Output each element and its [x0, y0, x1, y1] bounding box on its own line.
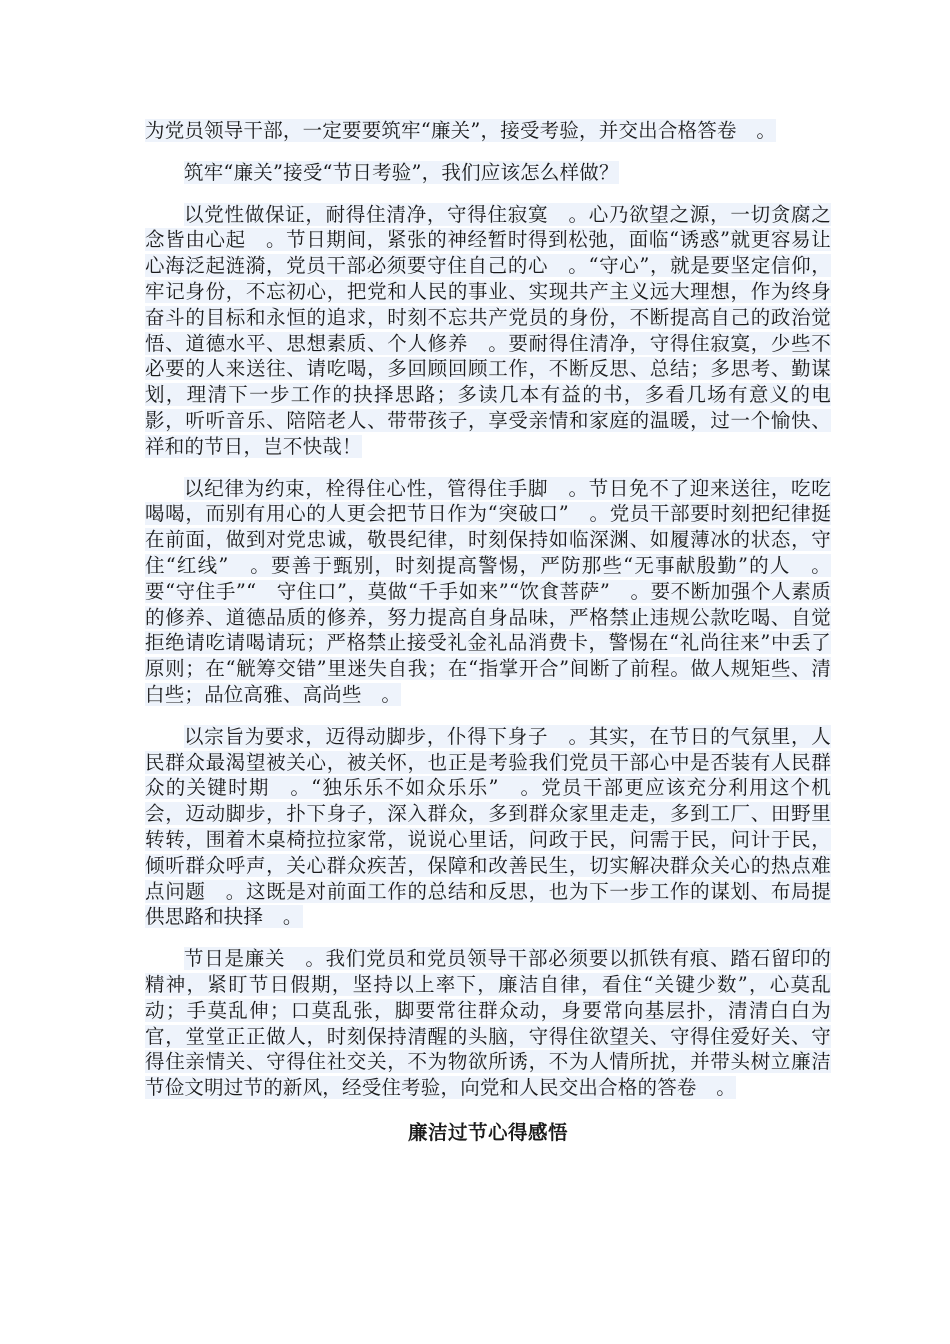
paragraph-discipline-text: 以纪律为约束，栓得住心性，管得住手脚 。节日免不了迎来送往，吃吃喝喝，而别有用心的人更会把节日作为“突破口” 。党员干部要时刻把纪律挺在前面，做到对党忠诚，敬畏纪律，时刻保持如临深渊、如履薄冰的状态，守住“红线” 。要善于甄别，时刻提高警惕，严防那些“无事献殷勤”的人 。要“守住手”“ 守住口”，莫做“千手如来”“饮食菩萨” 。要不断加强个人素质的修养、道德品质的修养，努力提高自身品味，严格禁止违规公款吃喝、自觉拒绝请吃请喝请玩；严格禁止接受礼金礼品消费卡，警惕在“礼尚往来”中丢了原则；在“觥筹交错”里迷失自我；在“指掌开合”间断了前程。做人规矩些、清白些；品位高雅、高尚些 。: [145, 476, 831, 706]
paragraph-purpose-text: 以宗旨为要求，迈得动脚步，仆得下身子 。其实，在节日的气氛里，人民群众最渴望被关心，被关怀，也正是考验我们党员干部心中是否装有人民群众的关键时期 。“独乐乐不如众乐乐” 。党员干部更应该充分利用这个机会，迈动脚步，扑下身子，深入群众，多到群众家里走走，多到工厂、田野里转转，围着木桌椅拉拉家常，说说心里话，问政于民，问需于民，问计于民，倾听群众呼声，关心群众疾苦，保障和改善民生，切实解决群众关心的热点难点问题 。这既是对前面工作的总结和反思，也为下一步工作的谋划、布局提供思路和抉择 。: [145, 724, 831, 929]
document-page: [145, 118, 831, 1145]
paragraph-question: [145, 160, 831, 186]
paragraph-purpose: [145, 724, 831, 930]
paragraph-conclusion: [145, 946, 831, 1101]
paragraph-question-text: 筑牢“廉关”接受“节日考验”，我们应该怎么样做？: [184, 160, 619, 184]
paragraph-conclusion-text: 节日是廉关 。我们党员和党员领导干部必须要以抓铁有痕、踏石留印的精神，紧盯节日假期，坚持以上率下，廉洁自律，看住“关键少数”，心莫乱动；手莫乱伸；口莫乱张，脚要常往群众动，身要常向基层扑，清清白白为官，堂堂正正做人，时刻保持清醒的头脑，守得住欲望关、守得住爱好关、守得住亲情关、守得住社交关，不为物欲所诱，不为人情所扰，并带头树立廉洁节俭文明过节的新风，经受住考验，向党和人民交出合格的答卷 。: [145, 947, 831, 1100]
paragraph-party-spirit-text: 以党性做保证，耐得住清净，守得住寂寞 。心乃欲望之源，一切贪腐之念皆由心起 。节日期间，紧张的神经暂时得到松弛，面临“诱惑”就更容易让心海泛起涟漪，党员干部必须要守住自己的心 。“守心”，就是要坚定信仰，牢记身份，不忘初心，把党和人民的事业、实现共产主义远大理想，作为终身奋斗的目标和永恒的追求，时刻不忘共产党员的身份，不断提高自己的政治觉悟、道德水平、思想素质、个人修养 。要耐得住清净，守得住寂寞，少些不必要的人来送往、请吃喝，多回顾回顾工作，不断反思、总结；多思考、勤谋划，理清下一步工作的抉择思路；多读几本有益的书，多看几场有意义的电影，听听音乐、陪陪老人、带带孩子，享受亲情和家庭的温暖，过一个愉快、祥和的节日，岂不快哉！: [145, 202, 831, 458]
section-title: 廉洁过节心得感悟: [407, 1120, 568, 1144]
paragraph-party-spirit: [145, 202, 831, 460]
paragraph-intro-text: 为党员领导干部，一定要要筑牢“廉关”，接受考验，并交出合格答卷 。: [145, 119, 777, 142]
paragraph-intro: [145, 118, 831, 144]
paragraph-discipline: [145, 476, 831, 708]
